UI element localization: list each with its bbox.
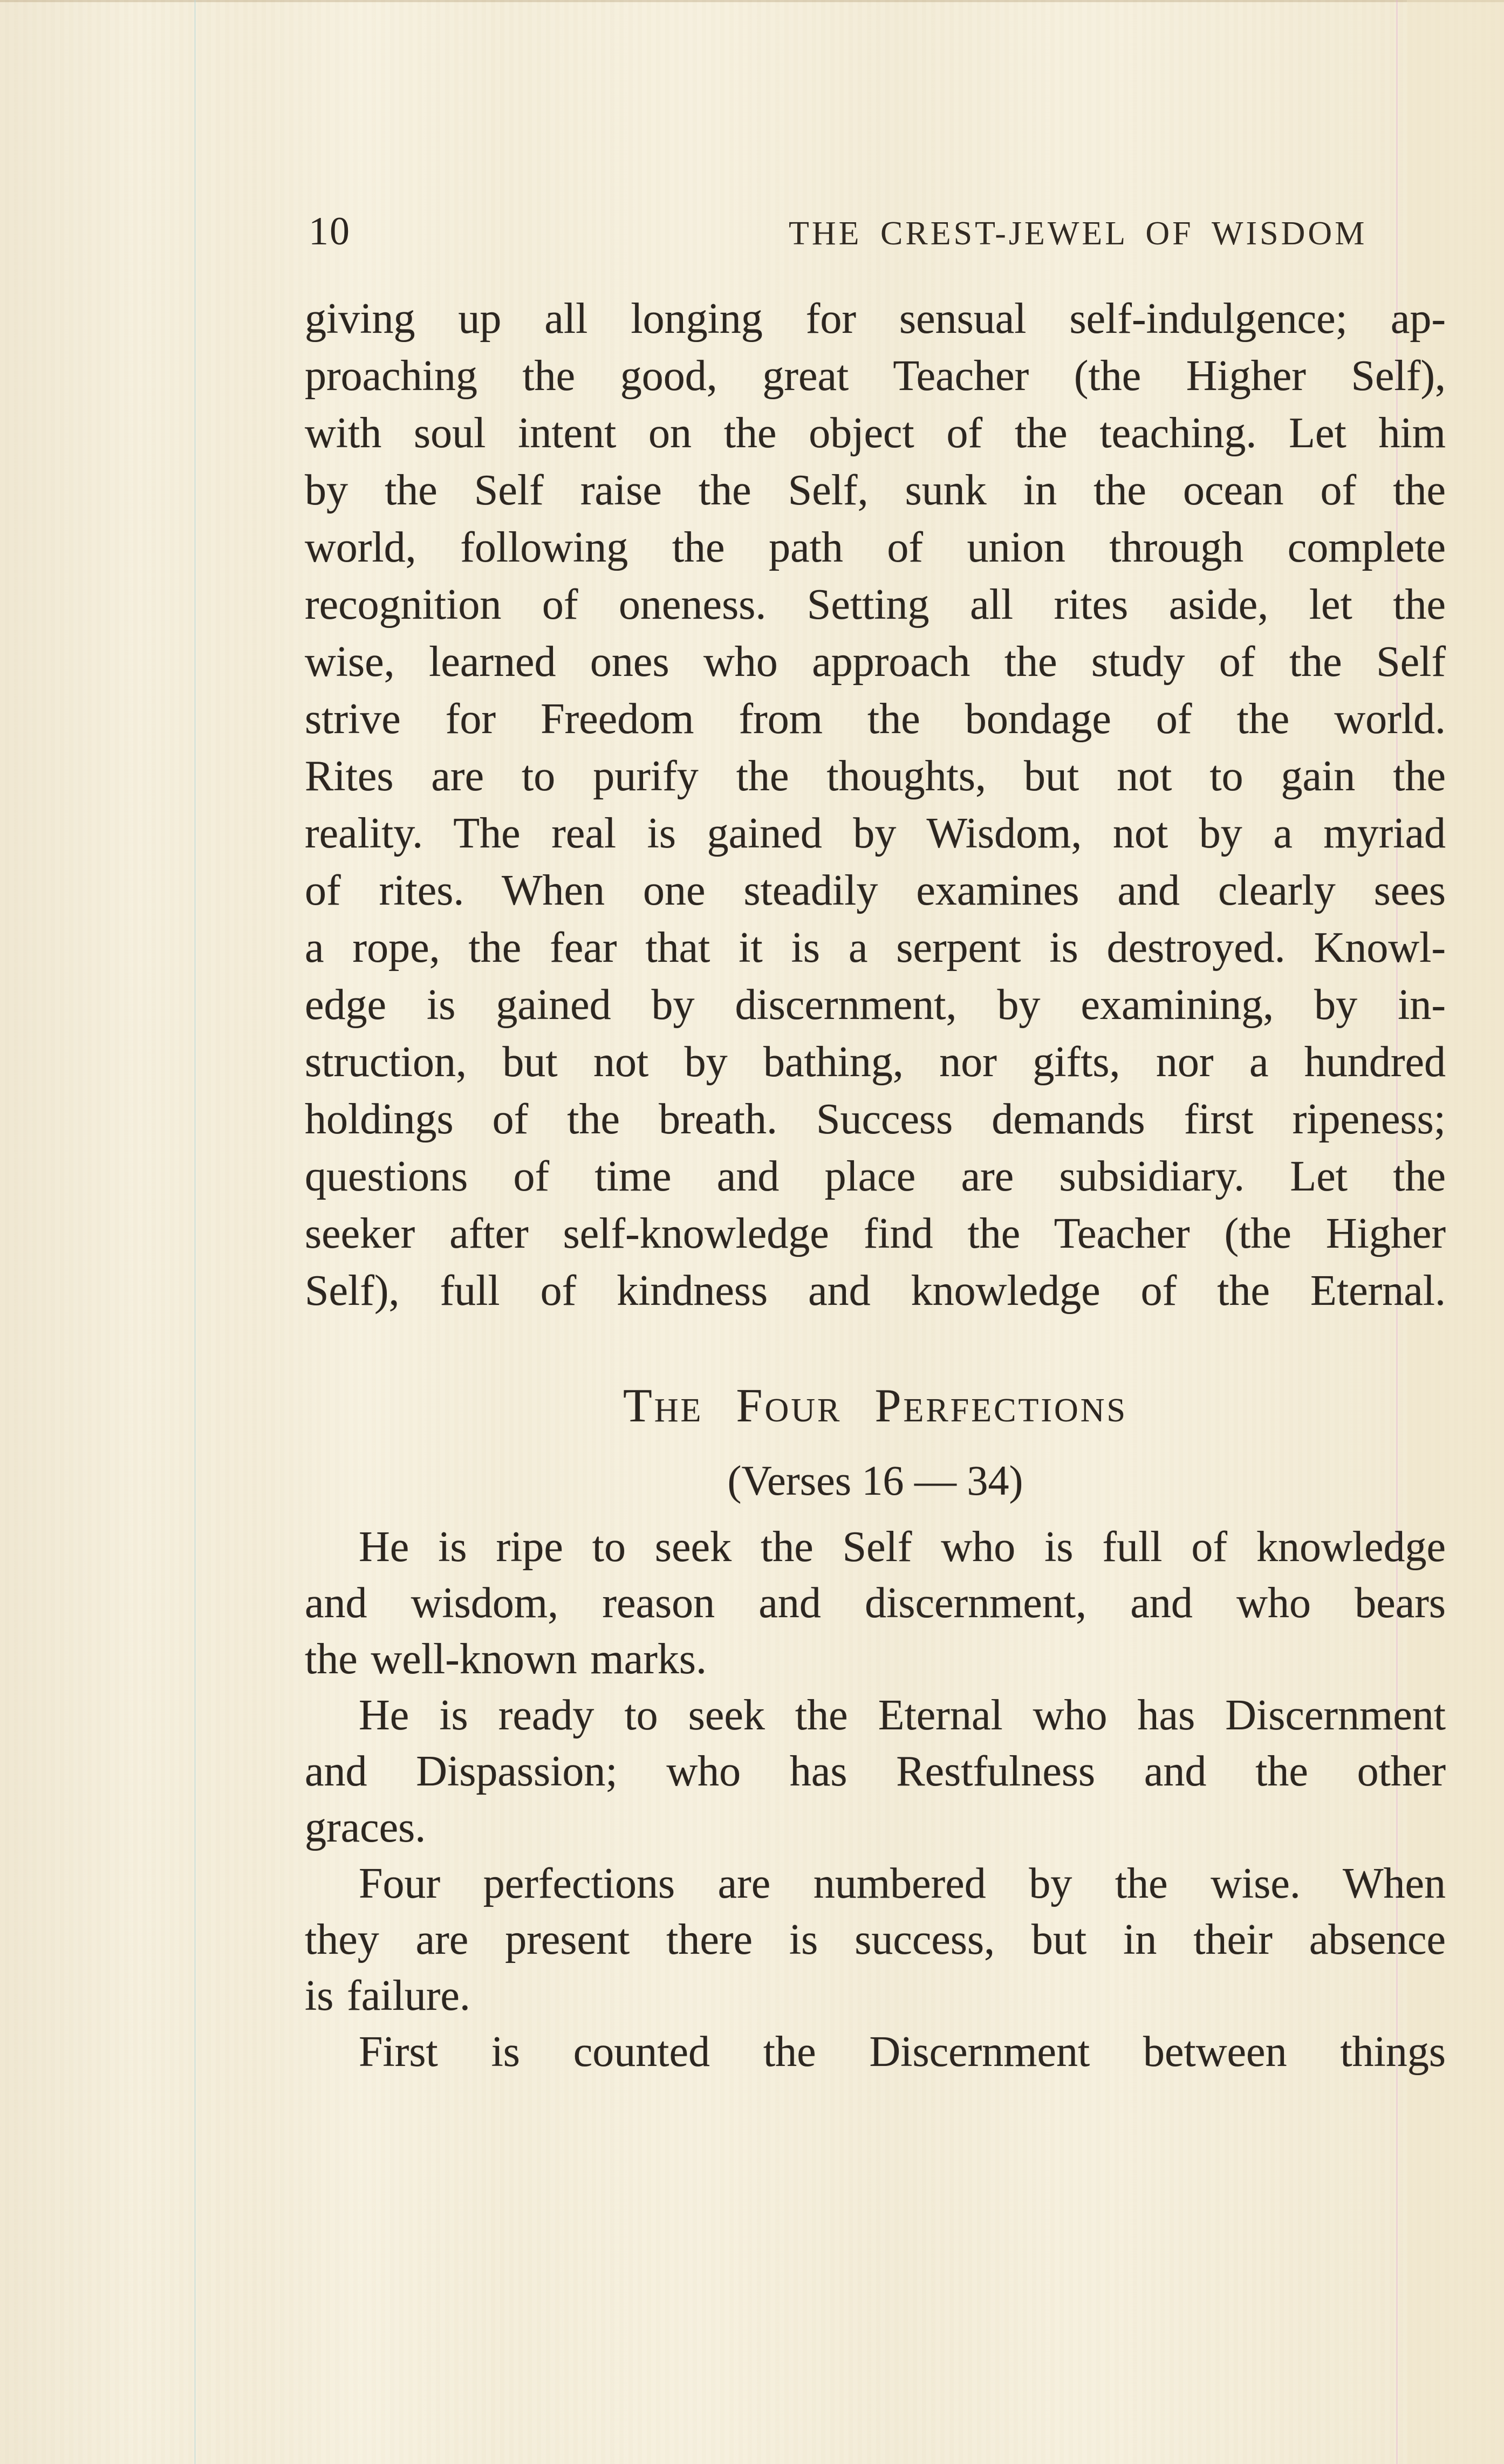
text-line: proaching the good, great Teacher (the Higher Self), [305,352,1446,400]
text-line: strive for Freedom from the bondage of the world. [305,695,1446,743]
text-line: is failure. [305,1972,470,2020]
text-line: First is counted the Discernment between things [359,2028,1446,2076]
body-text-continued-paragraph [305,290,1446,1319]
text-line: seeker after self-knowledge find the Teacher (the Higher [305,1210,1446,1257]
body-text-section [305,1519,1446,2080]
text-line: holdings of the breath. Success demands first ripeness; [305,1096,1446,1143]
text-line: questions of time and place are subsidiary. Let the [305,1153,1446,1200]
text-line: Four perfections are numbered by the wise. When [359,1860,1446,1907]
verses-range-note: (Verses 16 — 34) [727,1457,1023,1504]
text-line: He is ready to seek the Eternal who has Discernment [359,1692,1446,1739]
text-line: a rope, the fear that it is a serpent is destroyed. Knowl- [305,924,1446,971]
text-line: reality. The real is gained by Wisdom, not by a myriad [305,810,1446,857]
page-top-edge [0,0,1504,2]
scanner-streak-blue [194,0,196,2464]
text-line: recognition of oneness. Setting all rites aside, let the [305,581,1446,628]
text-line: with soul intent on the object of the teaching. Let him [305,409,1446,457]
text-line: and wisdom, reason and discernment, and who bears [305,1579,1446,1627]
text-line: Rites are to purify the thoughts, but not to gain the [305,752,1446,800]
running-head-title: THE CREST-JEWEL OF WISDOM [789,215,1368,252]
text-line: by the Self raise the Self, sunk in the ocean of the [305,467,1446,514]
text-line: graces. [305,1804,426,1851]
text-line: world, following the path of union through complete [305,524,1446,571]
text-line: Self), full of kindness and knowledge of the Eternal. [305,1267,1446,1315]
text-line: wise, learned ones who approach the study of the Self [305,638,1446,686]
text-line: He is ripe to seek the Self who is full of knowledge [359,1523,1446,1571]
text-line: edge is gained by discernment, by examining, by in- [305,981,1446,1029]
text-line: struction, but not by bathing, nor gifts, nor a hundred [305,1038,1446,1086]
text-line: and Dispassion; who has Restfulness and the other [305,1748,1446,1795]
text-line: they are present there is success, but in their absence [305,1916,1446,1963]
text-line: of rites. When one steadily examines and clearly sees [305,867,1446,914]
section-heading: The Four Perfections [623,1380,1128,1432]
text-line: giving up all longing for sensual self-indulgence; ap- [305,295,1446,343]
page-number: 10 [309,209,351,254]
text-line: the well-known marks. [305,1635,707,1683]
